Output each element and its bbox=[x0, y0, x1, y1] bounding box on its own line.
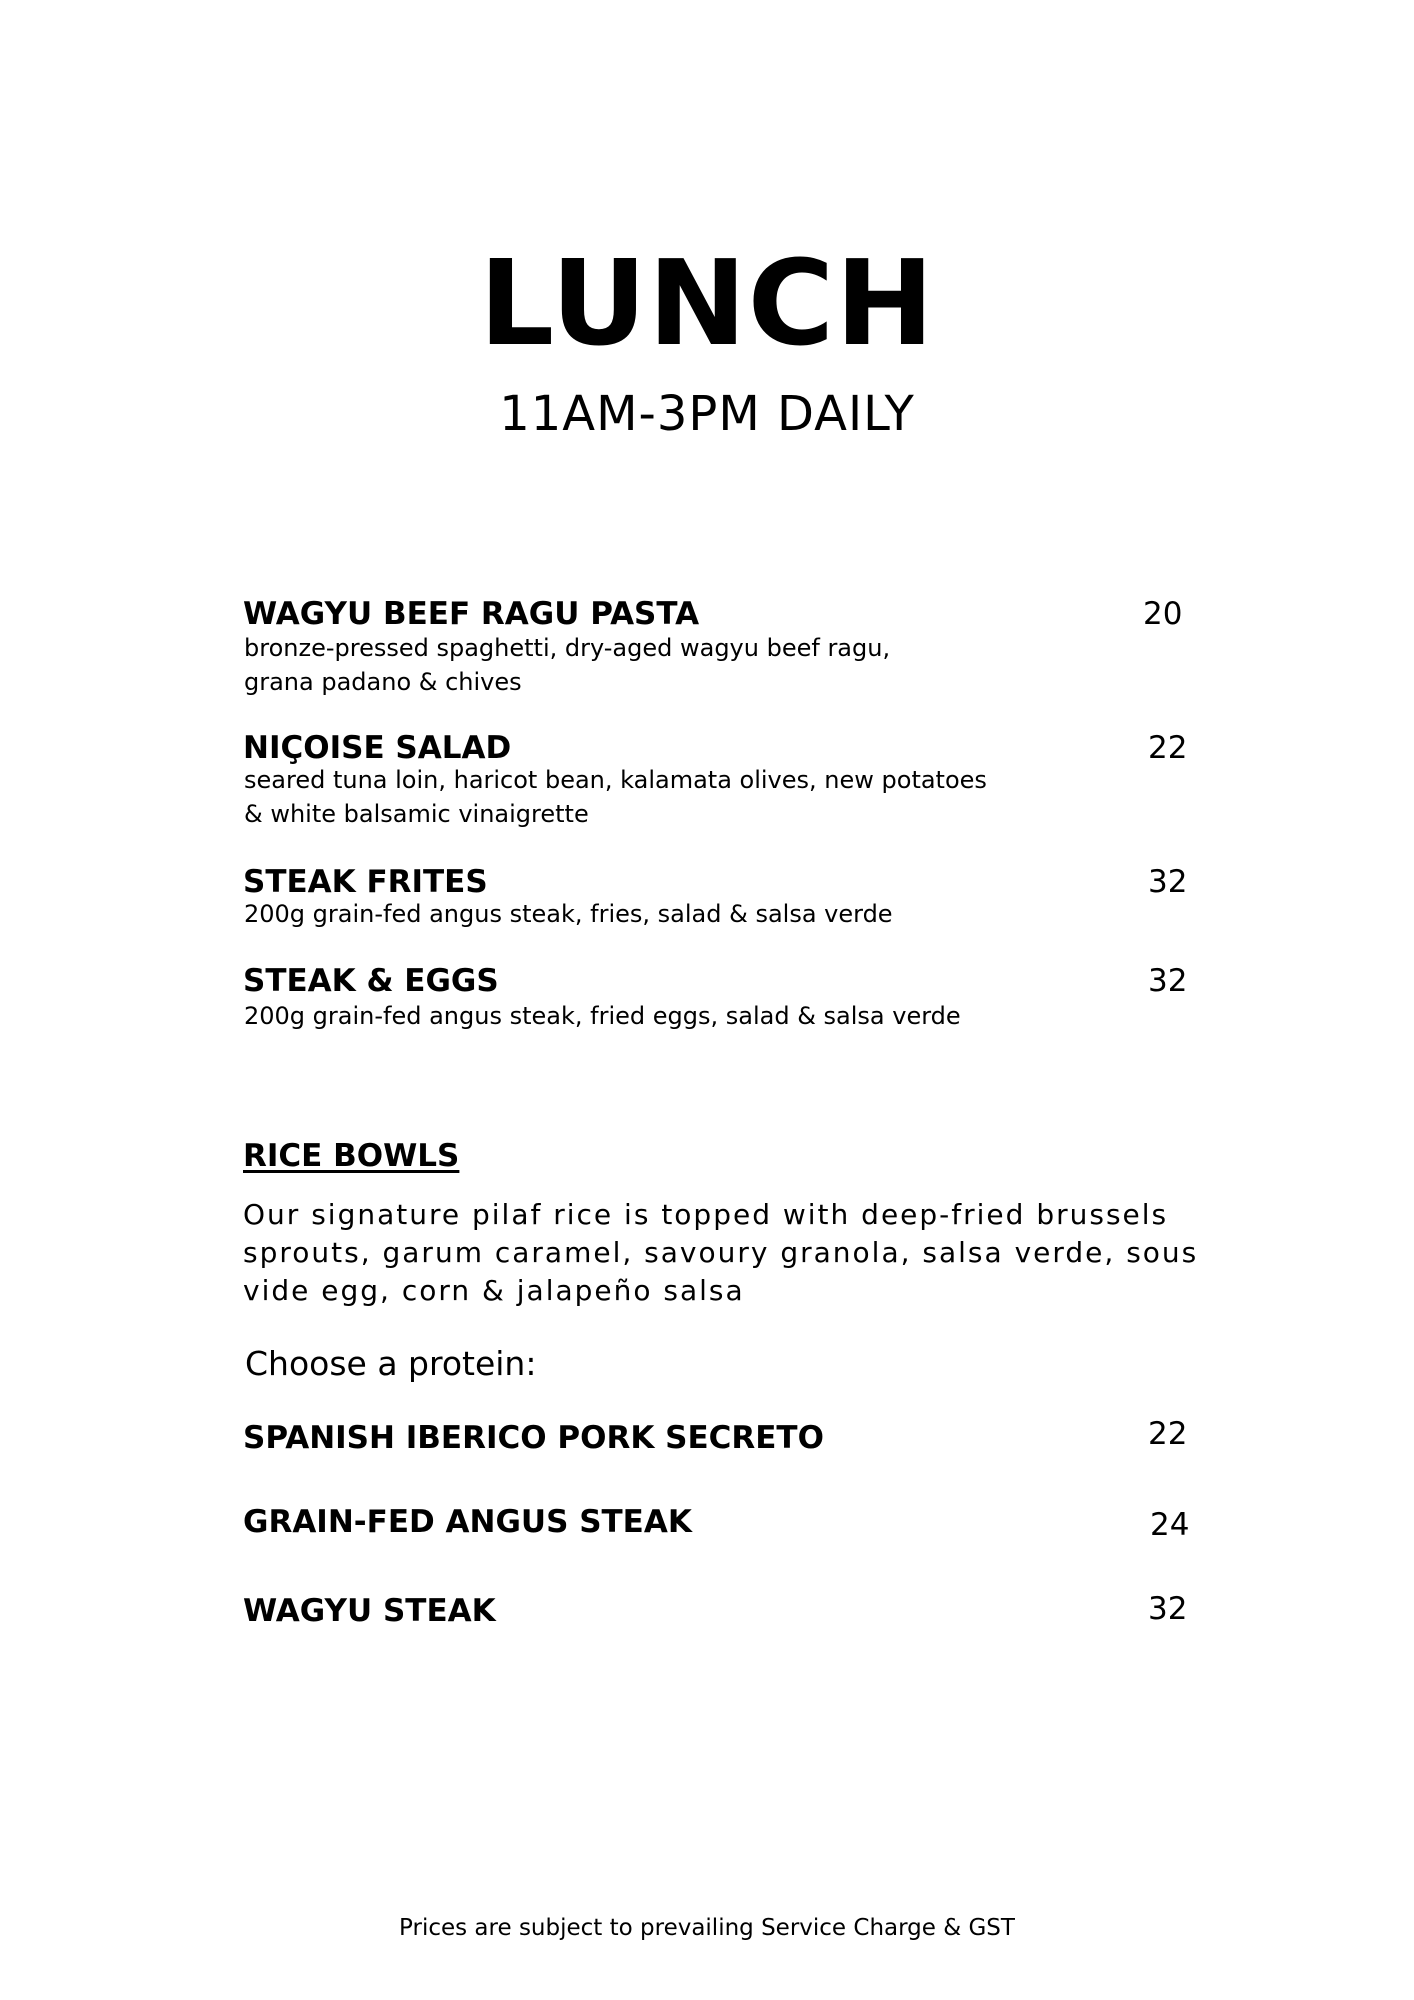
option-price: 22 bbox=[1148, 1416, 1188, 1452]
intro-line: Our signature pilaf rice is topped with deep-fried brussels bbox=[243, 1198, 1169, 1231]
footer-note: Prices are subject to prevailing Service Charge & GST bbox=[399, 1915, 1015, 1941]
item-name: NIÇOISE SALAD bbox=[243, 730, 512, 766]
option-price: 24 bbox=[1150, 1507, 1190, 1543]
section-intro bbox=[243, 1196, 1203, 1310]
item-description-line: bronze-pressed spaghetti, dry-aged wagyu beef ragu, bbox=[244, 634, 891, 662]
item-name: STEAK & EGGS bbox=[243, 963, 499, 999]
item-description-line: & white balsamic vinaigrette bbox=[244, 800, 589, 828]
intro-line: vide egg, corn & jalapeño salsa bbox=[243, 1274, 745, 1307]
option-name: GRAIN-FED ANGUS STEAK bbox=[243, 1504, 692, 1540]
choose-protein-label: Choose a protein: bbox=[245, 1344, 537, 1383]
menu-hours: 11AM-3PM DAILY bbox=[499, 386, 915, 442]
option-price: 32 bbox=[1148, 1591, 1188, 1627]
item-description-line: 200g grain-fed angus steak, fries, salad & salsa verde bbox=[244, 900, 893, 928]
item-description-line: grana padano & chives bbox=[244, 668, 522, 696]
option-name: SPANISH IBERICO PORK SECRETO bbox=[243, 1420, 824, 1456]
menu-title: LUNCH bbox=[479, 234, 935, 372]
item-name: STEAK FRITES bbox=[243, 864, 488, 900]
item-price: 22 bbox=[1148, 730, 1188, 766]
item-description-line: 200g grain-fed angus steak, fried eggs, salad & salsa verde bbox=[244, 1002, 961, 1030]
item-description-line: seared tuna loin, haricot bean, kalamata olives, new potatoes bbox=[244, 766, 987, 794]
item-price: 32 bbox=[1148, 963, 1188, 999]
item-price: 20 bbox=[1143, 596, 1183, 632]
section-heading: RICE BOWLS bbox=[243, 1138, 460, 1174]
intro-line: sprouts, garum caramel, savoury granola, salsa verde, sous bbox=[243, 1236, 1199, 1269]
option-name: WAGYU STEAK bbox=[243, 1593, 496, 1629]
item-name: WAGYU BEEF RAGU PASTA bbox=[243, 596, 700, 632]
item-price: 32 bbox=[1148, 864, 1188, 900]
